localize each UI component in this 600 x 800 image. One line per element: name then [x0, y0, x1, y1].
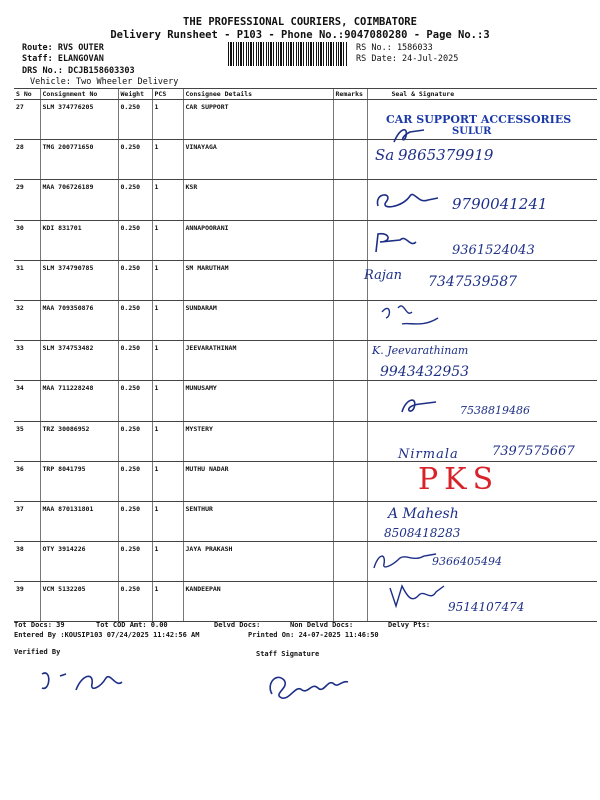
cell-sno: 31 [14, 260, 40, 300]
entered-by: Entered By :KOUSIP103 07/24/2025 11:42:56 AM [14, 631, 200, 639]
delivered-docs: Delvd Docs: [214, 621, 261, 629]
cell-pcs: 1 [152, 260, 183, 300]
cell-consignment: SLM 374753482 [40, 341, 118, 381]
cell-consignment: MAA 709350876 [40, 300, 118, 340]
vehicle-label: Vehicle: Two Wheeler Delivery [30, 77, 179, 87]
cell-weight: 0.250 [118, 341, 152, 381]
staff-signature [262, 664, 352, 706]
col-sno: S No [14, 89, 40, 100]
cell-sno: 34 [14, 381, 40, 421]
cell-weight: 0.250 [118, 100, 152, 140]
table-row [14, 300, 597, 340]
cell-pcs: 1 [152, 421, 183, 461]
cell-weight: 0.250 [118, 501, 152, 541]
col-weight: Weight [118, 89, 152, 100]
col-pcs: PCS [152, 89, 183, 100]
table-row [14, 542, 597, 582]
cell-sno: 35 [14, 421, 40, 461]
cell-consignment: TRZ 30086952 [40, 421, 118, 461]
cell-consignment: MAA 706726189 [40, 180, 118, 220]
company-title: THE PROFESSIONAL COURIERS, COIMBATORE [183, 16, 417, 28]
cell-remarks [333, 180, 367, 220]
cell-sno: 30 [14, 220, 40, 260]
signature-r29 [372, 186, 442, 214]
cell-consignee: CAR SUPPORT [183, 100, 333, 140]
cell-remarks [333, 140, 367, 180]
cell-sno: 32 [14, 300, 40, 340]
cell-consignment: SLM 374790785 [40, 260, 118, 300]
cell-consignment: VCM 5132205 [40, 582, 118, 622]
cell-sno: 39 [14, 582, 40, 622]
cell-remarks [333, 421, 367, 461]
stamp-line2: SULUR [452, 126, 492, 137]
cell-pcs: 1 [152, 140, 183, 180]
runsheet-title: Delivery Runsheet - P103 - Phone No.:9047080280 - Page No.:3 [110, 29, 490, 41]
signature-r34 [396, 394, 440, 416]
table-row [14, 341, 597, 381]
cell-sno: 27 [14, 100, 40, 140]
cell-consignee: MUTHU NADAR [183, 461, 333, 501]
handwritten-phone-r29: 9790041241 [452, 195, 548, 213]
signature-r28: Sa [375, 146, 395, 164]
cell-consignment: TRP 8041795 [40, 461, 118, 501]
verified-by-label: Verified By [14, 648, 61, 656]
cell-weight: 0.250 [118, 461, 152, 501]
cell-sno: 33 [14, 341, 40, 381]
rs-date: RS Date: 24-Jul-2025 [356, 54, 459, 64]
cell-consignment: KDI 831701 [40, 220, 118, 260]
handwritten-phone-r30: 9361524043 [452, 243, 535, 258]
cell-remarks [333, 220, 367, 260]
total-cod-amount: Tot COD Amt: 0.00 [96, 621, 168, 629]
table-row [14, 461, 597, 501]
cell-consignee: SENTHUR [183, 501, 333, 541]
cell-consignment: TMG 200771650 [40, 140, 118, 180]
cell-remarks [333, 542, 367, 582]
cell-remarks [333, 341, 367, 381]
verifier-signature [36, 664, 136, 698]
table-row [14, 140, 597, 180]
cell-remarks [333, 100, 367, 140]
handwritten-phone-r28: 9865379919 [398, 146, 494, 164]
stamp-line1: CAR SUPPORT ACCESSORIES [386, 113, 572, 126]
cell-consignment: OTY 3914226 [40, 542, 118, 582]
cell-consignment: SLM 374776205 [40, 100, 118, 140]
delivery-points: Delvy Pts: [388, 621, 431, 629]
cell-pcs: 1 [152, 582, 183, 622]
cell-consignee: KSR [183, 180, 333, 220]
cell-consignee: SM MARUTHAM [183, 260, 333, 300]
table-header-row [14, 89, 597, 100]
signature-r39 [386, 580, 448, 614]
cell-weight: 0.250 [118, 381, 152, 421]
route-label: Route: RVS OUTER [22, 43, 104, 53]
cell-consignee: MYSTERY [183, 421, 333, 461]
cell-weight: 0.250 [118, 140, 152, 180]
signature-r27 [390, 124, 430, 148]
cell-consignee: JEEVARATHINAM [183, 341, 333, 381]
total-docs: Tot Docs: 39 [14, 621, 65, 629]
cell-consignment: MAA 870131801 [40, 501, 118, 541]
cell-consignee: SUNDARAM [183, 300, 333, 340]
col-signature: Seal & Signature [367, 89, 597, 100]
handwritten-phone-r35: 7397575667 [492, 444, 575, 459]
table-row [14, 501, 597, 541]
cell-pcs: 1 [152, 220, 183, 260]
barcode [228, 42, 348, 66]
staff-label: Staff: ELANGOVAN [22, 54, 104, 64]
cell-remarks [333, 461, 367, 501]
handwritten-phone-r33: 9943432953 [380, 364, 470, 380]
cell-consignee: VINAYAGA [183, 140, 333, 180]
col-consignment: Consignment No [40, 89, 118, 100]
cell-consignee: JAYA PRAKASH [183, 542, 333, 582]
cell-sno: 28 [14, 140, 40, 180]
drs-number: DRS No.: DCJB158603303 [22, 66, 135, 76]
cell-consignee: ANNAPOORANI [183, 220, 333, 260]
cell-pcs: 1 [152, 180, 183, 220]
signature-r38 [370, 546, 440, 574]
cell-sno: 37 [14, 501, 40, 541]
col-consignee: Consignee Details [183, 89, 333, 100]
cell-remarks [333, 260, 367, 300]
handwritten-phone-r31: 7347539587 [428, 274, 518, 290]
cell-weight: 0.250 [118, 260, 152, 300]
cell-pcs: 1 [152, 381, 183, 421]
cell-remarks [333, 381, 367, 421]
handwritten-phone-r37: 8508418283 [384, 526, 461, 540]
non-delivered-docs: Non Delvd Docs: [290, 621, 354, 629]
printed-on: Printed On: 24-07-2025 11:46:50 [248, 631, 379, 639]
rs-number: RS No.: 1586033 [356, 43, 433, 53]
cell-pcs: 1 [152, 461, 183, 501]
handwritten-phone-r39: 9514107474 [448, 600, 525, 614]
cell-consignment: MAA 711228248 [40, 381, 118, 421]
signature-r32 [376, 298, 446, 332]
cell-remarks [333, 582, 367, 622]
cell-pcs: 1 [152, 341, 183, 381]
cell-pcs: 1 [152, 542, 183, 582]
handwritten-name-r37: A Mahesh [388, 506, 459, 522]
cell-sno: 29 [14, 180, 40, 220]
cell-sno: 36 [14, 461, 40, 501]
cell-weight: 0.250 [118, 542, 152, 582]
cell-pcs: 1 [152, 501, 183, 541]
handwritten-phone-r34: 7538819486 [460, 404, 530, 417]
cell-weight: 0.250 [118, 582, 152, 622]
cell-consignee: KANDEEPAN [183, 582, 333, 622]
cell-sno: 38 [14, 542, 40, 582]
col-remarks: Remarks [333, 89, 367, 100]
cell-remarks [333, 501, 367, 541]
handwritten-phone-r38: 9366405494 [432, 555, 502, 568]
handwritten-initials-r36: PKS [418, 462, 500, 497]
cell-pcs: 1 [152, 300, 183, 340]
signature-r30 [370, 230, 420, 256]
runsheet-table [14, 88, 597, 622]
cell-weight: 0.250 [118, 180, 152, 220]
handwritten-name-r35: Nirmala [398, 447, 459, 462]
cell-pcs: 1 [152, 100, 183, 140]
cell-weight: 0.250 [118, 300, 152, 340]
signature-r31: Rajan [364, 268, 402, 283]
cell-weight: 0.250 [118, 220, 152, 260]
staff-signature-label: Staff Signature [256, 650, 320, 658]
cell-weight: 0.250 [118, 421, 152, 461]
handwritten-name-r33: K. Jeevarathinam [372, 344, 469, 357]
cell-remarks [333, 300, 367, 340]
cell-consignee: MUNUSAMY [183, 381, 333, 421]
